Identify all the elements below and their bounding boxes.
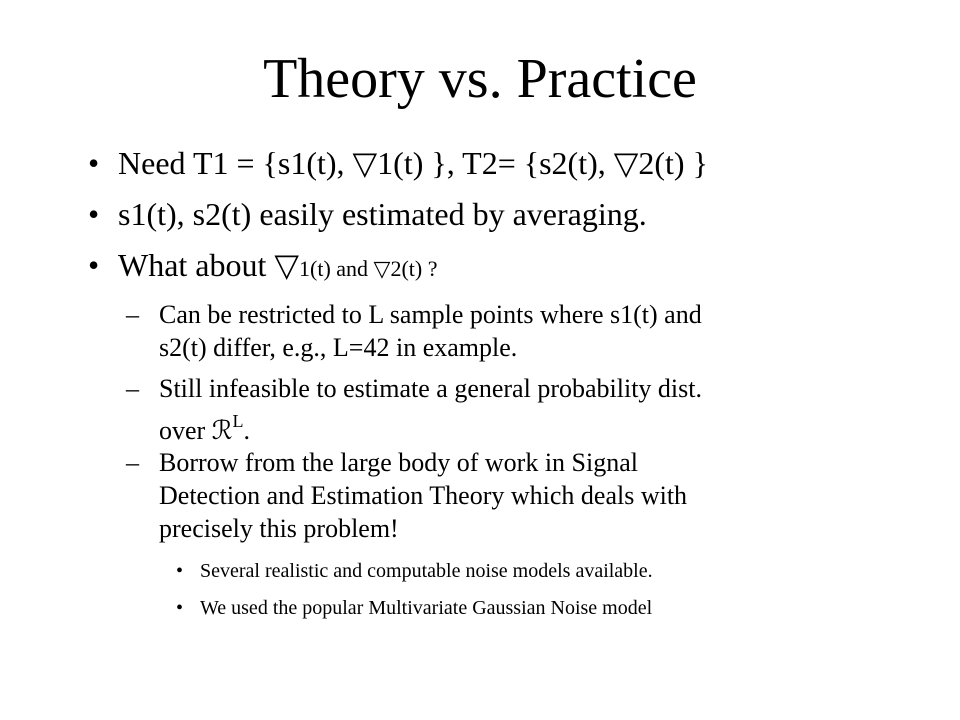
sub-bullet-text-part: over xyxy=(159,416,212,445)
sub-sub-bullet-marker: • xyxy=(176,597,184,619)
sub-sub-bullet-text: We used the popular Multivariate Gaussian Noise model xyxy=(200,597,653,619)
sub-sub-bullet-marker: • xyxy=(176,560,184,582)
sub-bullet-text: Can be restricted to L sample points where s1(t) and xyxy=(159,300,702,329)
sub-bullet-text: Detection and Estimation Theory which deals with xyxy=(159,481,688,510)
bullet-text-part: 1(t) and ▽2(t) ? xyxy=(299,256,438,281)
sub-bullet-text: Still infeasible to estimate a general probability dist. xyxy=(159,374,702,403)
real-numbers-symbol: ℛ xyxy=(211,416,233,445)
sub-bullet-text: s2(t) differ, e.g., L=42 in example. xyxy=(159,333,518,362)
bullet-text: s1(t), s2(t) easily estimated by averaging. xyxy=(118,196,647,232)
sub-bullet-text: precisely this problem! xyxy=(159,514,399,543)
sub-bullet-marker: – xyxy=(126,300,139,329)
bullet-text xyxy=(118,245,437,289)
bullet-marker: • xyxy=(88,196,100,232)
bullet-text-part: What about ▽ xyxy=(118,247,299,283)
slide-title: Theory vs. Practice xyxy=(263,48,697,110)
sub-bullet-text xyxy=(159,405,250,447)
sub-bullet-marker: – xyxy=(126,448,139,477)
sub-bullet-text-part: . xyxy=(243,416,250,445)
bullet-marker: • xyxy=(88,247,100,283)
bullet-text: Need T1 = {s1(t), ▽1(t) }, T2= {s2(t), ▽2(t) } xyxy=(118,145,708,181)
sub-bullet-text: Borrow from the large body of work in Signal xyxy=(159,448,638,477)
bullet-marker: • xyxy=(88,145,100,181)
sub-sub-bullet-text: Several realistic and computable noise models available. xyxy=(200,560,653,582)
sub-bullet-marker: – xyxy=(126,374,139,403)
superscript: L xyxy=(232,411,244,431)
